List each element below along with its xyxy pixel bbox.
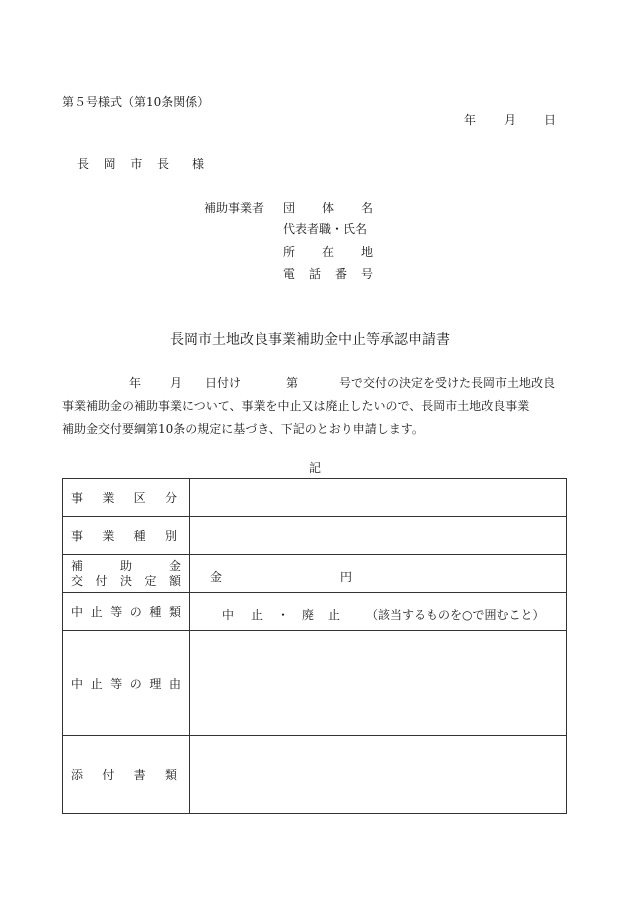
applicant-label: 補助事業者 <box>204 201 265 215</box>
date-year: 年 <box>464 113 477 127</box>
row-attachments <box>63 736 567 814</box>
amount-prefix: 金 <box>210 570 223 584</box>
option-chusi-2[interactable]: 止 <box>251 608 264 622</box>
addressee: 長 岡 市 長 <box>77 157 169 171</box>
row-subsidy-amount <box>63 555 567 593</box>
business-type-field[interactable] <box>190 517 567 555</box>
row-suspension-type <box>63 593 567 631</box>
application-table <box>62 478 567 814</box>
ki-heading: 記 <box>309 461 322 475</box>
subsidy-amount-field[interactable] <box>190 555 567 593</box>
document-title: 長岡市土地改良事業補助金中止等承認申請書 <box>170 332 450 348</box>
row-business-category <box>63 479 567 517</box>
attachments-field[interactable] <box>190 736 567 814</box>
row-reason <box>63 631 567 736</box>
option-separator: ・ <box>277 608 290 622</box>
date-month: 月 <box>504 113 517 127</box>
option-chusi-1[interactable]: 中 <box>222 608 235 622</box>
reason-label: 中 止 等 の 理 由 <box>63 631 190 736</box>
business-category-label: 事 業 区 分 <box>63 479 190 517</box>
group-name-label: 団 体 名 <box>283 201 373 215</box>
address-label: 所 在 地 <box>283 245 373 259</box>
phone-label: 電 話 番 号 <box>283 267 373 281</box>
body-line-3: 補助金交付要綱第10条の規定に基づき、下記のとおり申請します。 <box>62 422 424 436</box>
date-day: 日 <box>544 113 557 127</box>
suspension-note: （該当するものを○で囲むこと） <box>366 608 545 622</box>
suspension-type-label: 中 止 等 の 種 類 <box>63 593 190 631</box>
body-line-2: 事業補助金の補助事業について、事業を中止又は廃止したいので、長岡市土地改良事業 <box>62 399 530 413</box>
reason-field[interactable] <box>190 631 567 736</box>
option-haisi-2[interactable]: 止 <box>328 608 341 622</box>
business-category-field[interactable] <box>190 479 567 517</box>
amount-suffix: 円 <box>340 570 353 584</box>
representative-label: 代表者職・氏名 <box>283 222 368 236</box>
addressee-honorific: 様 <box>192 157 205 171</box>
subsidy-amount-label: 補 助 金 交 付 決 定 額 <box>63 555 190 593</box>
option-haisi-1[interactable]: 廃 <box>302 608 315 622</box>
business-type-label: 事 業 種 別 <box>63 517 190 555</box>
body-line-1: 年 月 日付け 第 号で交付の決定を受けた長岡市土地改良 <box>129 376 556 390</box>
form-number: 第５号様式（第10条関係） <box>62 95 210 109</box>
suspension-type-field[interactable] <box>190 593 567 631</box>
attachments-label: 添 付 書 類 <box>63 736 190 814</box>
row-business-type <box>63 517 567 555</box>
